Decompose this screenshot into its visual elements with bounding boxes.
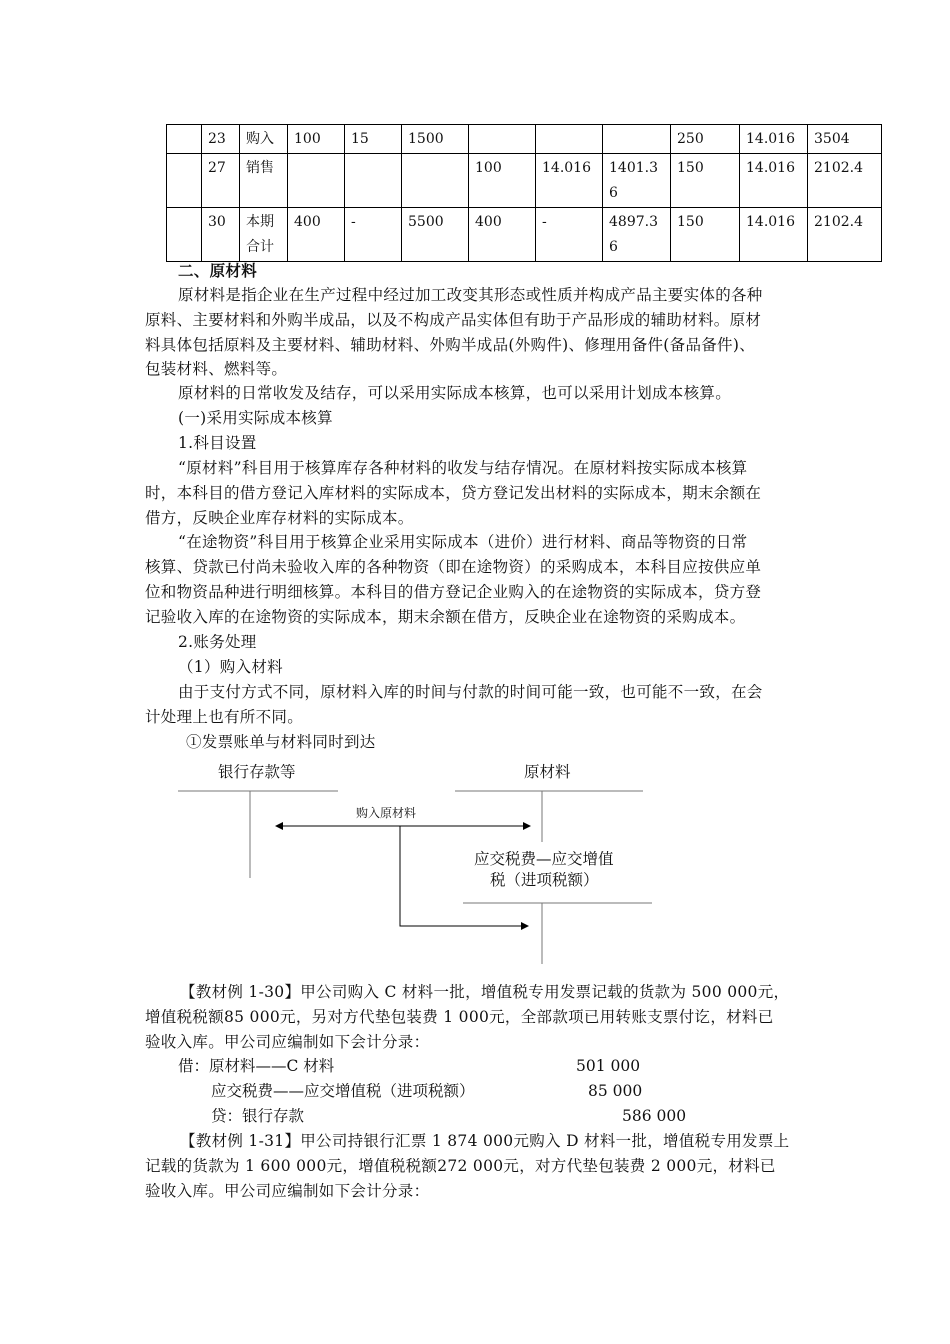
subheading: (一)采用实际成本核算	[178, 409, 333, 427]
debit-entry-label: 应交税费——应交增值税（进项税额）	[211, 1082, 475, 1100]
subheading: 1.科目设置	[178, 434, 257, 452]
in-price-cell: -	[345, 208, 402, 262]
ledger-row	[167, 154, 882, 208]
balance-qty-cell: 150	[671, 154, 740, 208]
balance-price-cell: 14.016	[740, 125, 808, 154]
paragraph-line: 由于支付方式不同，原材料入库的时间与付款的时间可能一致，也可能不一致，在会	[178, 683, 763, 701]
left-account-label: 银行存款等	[218, 763, 296, 781]
cell-line: 合计	[246, 239, 274, 255]
left-t-account	[178, 791, 338, 878]
summary-cell	[240, 125, 288, 154]
out-amount-cell	[603, 125, 671, 154]
in-qty-cell	[288, 154, 345, 208]
out-qty-cell: 400	[469, 208, 536, 262]
in-amount-cell	[402, 154, 469, 208]
tax-t-account	[463, 903, 652, 964]
in-amount-cell	[402, 125, 469, 154]
balance-amount-cell: 3504	[808, 125, 882, 154]
paragraph-line: 包装材料、燃料等。	[145, 360, 288, 378]
day-cell: 23	[202, 125, 240, 154]
right-account-label: 原材料	[524, 763, 571, 781]
cell-line: 本期	[246, 214, 274, 230]
paragraph-line: 位和物资品种进行明细核算。本科目的借方登记企业购入的在途物资的实际成本，贷方登	[145, 583, 762, 601]
example-31-line: 【教材例 1-31】甲公司持银行汇票 1 874 000元购入 D 材料一批，增值税专用发票上	[180, 1132, 790, 1150]
subheading: 2.账务处理	[178, 633, 257, 651]
out-price-cell	[536, 125, 603, 154]
example-31-line: 验收入库。甲公司应编制如下会计分录：	[145, 1182, 430, 1200]
paragraph-line: 料具体包括原料及主要材料、辅助材料、外购半成品(外购件)、修理用备件(备品备件)、	[145, 336, 755, 354]
cell-line: 5500	[408, 214, 444, 230]
out-price-cell: -	[536, 208, 603, 262]
row-marker-cell	[167, 208, 202, 262]
example-30-line: 验收入库。甲公司应编制如下会计分录：	[145, 1033, 430, 1051]
in-qty-cell: 400	[288, 208, 345, 262]
paragraph-line: 原料、主要材料和外购半成品，以及不构成产品实体但有助于产品形成的辅助材料。原材	[145, 311, 762, 329]
balance-price-cell: 14.016	[740, 208, 808, 262]
paragraph-line: “原材料”科目用于核算库存各种材料的收发与结存情况。在原材料按实际成本核算	[178, 459, 748, 477]
debit-entry-label: 借：原材料——C 材料	[178, 1057, 335, 1075]
cell-line: 1401.3	[609, 160, 658, 176]
credit-entry-label: 贷：银行存款	[211, 1107, 305, 1125]
in-amount-cell	[402, 208, 469, 262]
subheading: （1）购入材料	[178, 658, 283, 676]
example-31-line: 记载的货款为 1 600 000元，增值税税额272 000元，对方代垫包装费 2 000元，材料已	[145, 1157, 776, 1175]
cell-line: 6	[609, 239, 618, 255]
cell-line: 1500	[408, 131, 444, 147]
summary-cell	[240, 154, 288, 208]
paragraph-line: 核算、贷款已付尚未验收入库的各种物资（即在途物资）的采购成本，本科目应按供应单	[145, 558, 762, 576]
balance-qty-cell: 150	[671, 208, 740, 262]
debit-entry-amount: 85 000	[588, 1082, 643, 1100]
balance-qty-cell: 250	[671, 125, 740, 154]
ledger-row	[167, 208, 882, 262]
balance-amount-cell: 2102.4	[808, 208, 882, 262]
day-cell: 30	[202, 208, 240, 262]
credit-entry-amount: 586 000	[622, 1107, 687, 1125]
row-marker-cell	[167, 154, 202, 208]
cell-line: 4897.3	[609, 214, 658, 230]
example-30-line: 增值税税额85 000元，另对方代垫包装费 1 000元，全部款项已用转账支票付讫，材料已	[145, 1008, 774, 1026]
out-amount-cell	[603, 154, 671, 208]
subheading: ①发票账单与材料同时到达	[186, 733, 376, 751]
cell-line: 销售	[246, 160, 274, 176]
paragraph-line: 计处理上也有所不同。	[145, 708, 304, 726]
out-amount-cell	[603, 208, 671, 262]
paragraph-line: 时，本科目的借方登记入库材料的实际成本，贷方登记发出材料的实际成本，期末余额在	[145, 484, 762, 502]
tax-account-label: 税（进项税额）	[490, 871, 599, 889]
paragraph-line: 记验收入库的在途物资的实际成本，期末余额在借方，反映企业在途物资的采购成本。	[145, 608, 746, 626]
paragraph-line: 原材料是指企业在生产过程中经过加工改变其形态或性质并构成产品主要实体的各种	[178, 286, 763, 304]
tax-account-label: 应交税费—应交增值	[474, 850, 614, 868]
balance-price-cell: 14.016	[740, 154, 808, 208]
cell-line: 6	[609, 185, 618, 201]
paragraph-line: 借方，反映企业库存材料的实际成本。	[145, 509, 414, 527]
row-marker-cell	[167, 125, 202, 154]
section-title: 二、原材料	[178, 261, 258, 280]
out-qty-cell	[469, 125, 536, 154]
paragraph-line: “在途物资”科目用于核算企业采用实际成本（进价）进行材料、商品等物资的日常	[178, 533, 748, 551]
out-qty-cell: 100	[469, 154, 536, 208]
day-cell: 27	[202, 154, 240, 208]
balance-amount-cell: 2102.4	[808, 154, 882, 208]
in-price-cell	[345, 154, 402, 208]
in-price-cell: 15	[345, 125, 402, 154]
debit-entry-amount: 501 000	[576, 1057, 641, 1075]
arrow-label: 购入原材料	[356, 806, 417, 820]
t-account-diagram	[160, 752, 680, 972]
right-t-account	[455, 791, 643, 842]
summary-cell	[240, 208, 288, 262]
paragraph-line: 原材料的日常收发及结存，可以采用实际成本核算，也可以采用计划成本核算。	[178, 384, 732, 402]
in-qty-cell: 100	[288, 125, 345, 154]
example-30-line: 【教材例 1-30】甲公司购入 C 材料一批，增值税专用发票记载的货款为 500 000元，	[180, 983, 790, 1001]
cell-line: 购入	[246, 131, 274, 147]
ledger-row	[167, 125, 882, 154]
tax-arrow	[400, 826, 528, 926]
inventory-ledger-table	[166, 124, 882, 262]
diagram-lines	[160, 752, 680, 972]
out-price-cell: 14.016	[536, 154, 603, 208]
